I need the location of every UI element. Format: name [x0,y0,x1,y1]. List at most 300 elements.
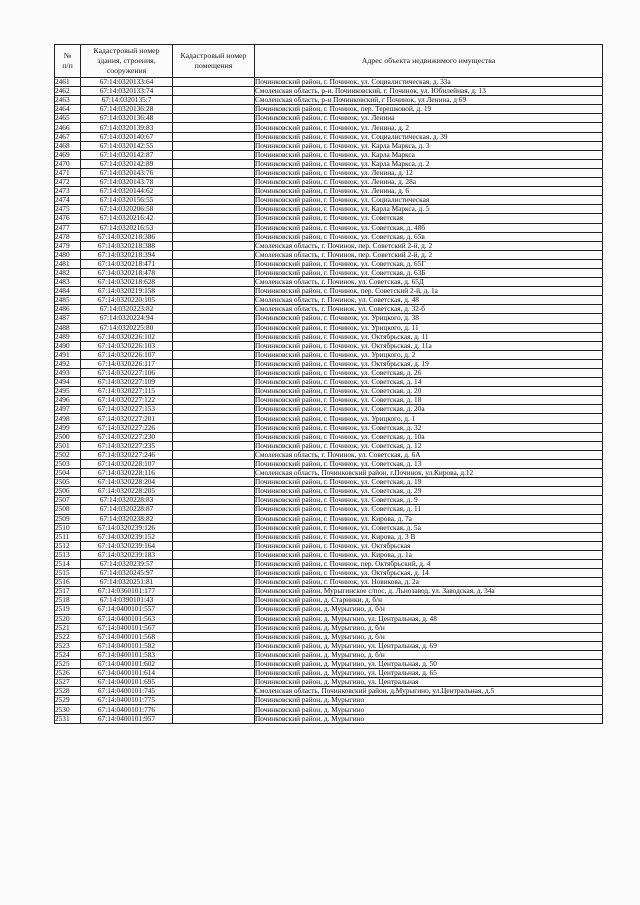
cell-cadastral-building: 67:14:0400101:745 [81,687,173,696]
cell-address: Смоленская область, г. Починок, ул. Советская, д. 32-б [255,305,603,314]
cell-number: 2522 [55,632,81,641]
cell-cadastral-building: 67:14:0320227:106 [81,369,173,378]
cell-address: Починковский район, г. Починок, ул. Ленина, д. 12 [255,168,603,177]
cell-cadastral-building: 67:14:0320220:105 [81,296,173,305]
cell-cadastral-building: 67:14:0320227:246 [81,450,173,459]
cell-cadastral-room [173,268,255,277]
cell-cadastral-room [173,623,255,632]
cell-number: 2486 [55,305,81,314]
cell-address: Смоленская область, г. Починок, пер. Советский 2-й, д. 2 [255,250,603,259]
table-row [55,341,603,350]
table-body [55,78,603,724]
cell-cadastral-room [173,323,255,332]
cell-cadastral-room [173,287,255,296]
cell-address: Починковский район, г. Починок, ул. Советская, д. 9 [255,496,603,505]
cell-address: Починковский район, д. Мурыгино, ул. Центральная, д. 69 [255,641,603,650]
cell-cadastral-building: 67:14:0400101:583 [81,650,173,659]
header-address: Адрес объекта недвижимого имущества [255,45,603,78]
cell-cadastral-building: 67:14:0320218:628 [81,278,173,287]
cell-number: 2481 [55,259,81,268]
cell-address: Починковский район, г. Починок, ул. Советская, д. 65Г [255,259,603,268]
table-row [55,650,603,659]
table-row [55,514,603,523]
cell-cadastral-building: 67:14:0320224:94 [81,314,173,323]
table-row [55,196,603,205]
cell-cadastral-building: 67:14:0320206:58 [81,205,173,214]
cell-number: 2470 [55,159,81,168]
table-row [55,541,603,550]
cell-address: Починковский район, г. Починок, пер. Октябрьский, д. 4 [255,559,603,568]
cell-number: 2490 [55,341,81,350]
cell-number: 2487 [55,314,81,323]
property-register-table [54,44,603,724]
table-row [55,369,603,378]
cell-cadastral-building: 67:14:0400101:582 [81,641,173,650]
cell-address: Починковский район, г. Починок, ул. Урицкого, д. 38 [255,314,603,323]
cell-number: 2473 [55,187,81,196]
cell-number: 2520 [55,614,81,623]
cell-address: Смоленская область, р-н Починковский, г Починок, ул Ленина, д 69 [255,96,603,105]
cell-address: Починковский район, д. Мурыгино [255,714,603,723]
cell-number: 2475 [55,205,81,214]
cell-address: Починковский район, г. Починок, ул. Ленина, д. 2 [255,123,603,132]
cell-address: Починковский район, г. Починок, пер. Советский 2-й, д. 1а [255,287,603,296]
cell-cadastral-building: 67:14:0390101:43 [81,596,173,605]
cell-cadastral-building: 67:14:0320238:82 [81,514,173,523]
cell-cadastral-room [173,650,255,659]
cell-cadastral-room [173,369,255,378]
table-row [55,596,603,605]
cell-cadastral-building: 67:14:0320139:83 [81,123,173,132]
cell-number: 2482 [55,268,81,277]
table-row [55,578,603,587]
cell-cadastral-building: 67:14:0320228:107 [81,459,173,468]
table-row [55,323,603,332]
cell-cadastral-building: 67:14:0320135:7 [81,96,173,105]
cell-cadastral-building: 67:14:0320228:116 [81,469,173,478]
cell-number: 2527 [55,678,81,687]
cell-number: 2464 [55,105,81,114]
cell-address: Смоленская область, Починковский район, д.Мурыгино, ул.Центральная, д.5 [255,687,603,696]
cell-address: Смоленская область, г. Починок, ул. Советская, д. 6А [255,450,603,459]
cell-address: Починковский район, г. Починок, ул. Карла Маркса [255,150,603,159]
cell-address: Починковский район, д. Мурыгино, д. б/н [255,632,603,641]
cell-cadastral-room [173,359,255,368]
cell-address: Починковский район, г. Починок, ул. Кирова, д. 1а [255,550,603,559]
cell-cadastral-room [173,532,255,541]
cell-address: Починковский район, д. Мурыгино, ул. Центральная, д. 65 [255,669,603,678]
cell-number: 2529 [55,696,81,705]
table-row [55,532,603,541]
cell-number: 2472 [55,178,81,187]
cell-cadastral-building: 67:14:0320226:117 [81,359,173,368]
table-row [55,459,603,468]
cell-cadastral-building: 67:14:0320136:48 [81,114,173,123]
cell-cadastral-building: 67:14:0320228:87 [81,505,173,514]
cell-number: 2515 [55,569,81,578]
cell-cadastral-room [173,441,255,450]
cell-number: 2526 [55,669,81,678]
table-row [55,278,603,287]
table-row [55,114,603,123]
cell-cadastral-room [173,632,255,641]
cell-number: 2516 [55,578,81,587]
cell-number: 2504 [55,469,81,478]
cell-address: Починковский район, г. Починок, ул. Карла Маркса, д. 5 [255,205,603,214]
table-row [55,96,603,105]
cell-number: 2530 [55,705,81,714]
cell-address: Починковский район, г. Починок, ул. Советская, д. 65в [255,232,603,241]
cell-address: Починковский район, г. Починок, ул. Октябрьская, д. 11а [255,341,603,350]
cell-cadastral-room [173,141,255,150]
cell-address: Починковский район, д. Старинки, д. б/н [255,596,603,605]
cell-cadastral-building: 67:14:0320227:122 [81,396,173,405]
cell-number: 2488 [55,323,81,332]
table-row [55,205,603,214]
cell-cadastral-building: 67:14:0320133:64 [81,78,173,87]
cell-address: Починковский район, г. Починок, ул. Кирова, д. 7а [255,514,603,523]
table-row [55,569,603,578]
cell-cadastral-building: 67:14:0400101:614 [81,669,173,678]
cell-cadastral-building: 67:14:0320133:74 [81,87,173,96]
cell-number: 2509 [55,514,81,523]
cell-cadastral-room [173,378,255,387]
cell-cadastral-building: 67:14:0320218:388 [81,241,173,250]
cell-cadastral-building: 67:14:0320239:164 [81,541,173,550]
cell-address: Починковский район, д. Мурыгино [255,705,603,714]
cell-number: 2462 [55,87,81,96]
cell-cadastral-building: 67:14:0320218:394 [81,250,173,259]
table-row [55,441,603,450]
cell-number: 2494 [55,378,81,387]
cell-cadastral-room [173,332,255,341]
cell-address: Починковский район, г. Починок, ул. Советская, д. 26 [255,369,603,378]
cell-number: 2531 [55,714,81,723]
cell-number: 2506 [55,487,81,496]
cell-cadastral-building: 67:14:0320226:103 [81,341,173,350]
cell-number: 2517 [55,587,81,596]
cell-cadastral-room [173,205,255,214]
cell-address: Смоленская область, г. Починок, ул. Советская, д. 65Д [255,278,603,287]
table-row [55,587,603,596]
cell-cadastral-building: 67:14:0320142:87 [81,150,173,159]
cell-address: Починковский район, Мурыгинское с/пос, д. Льнозавод, ул. Заводская, д. 34а [255,587,603,596]
cell-address: Починковский район, г. Починок, ул. Советская, д. 10а [255,432,603,441]
table-row [55,159,603,168]
table-row [55,469,603,478]
table-row [55,214,603,223]
cell-cadastral-room [173,423,255,432]
table-row [55,696,603,705]
cell-address: Починковский район, г. Починок, ул. Октябрьская, д. 11 [255,332,603,341]
cell-address: Починковский район, г. Починок, ул. Социалистическая [255,196,603,205]
cell-cadastral-building: 67:14:0320143:78 [81,178,173,187]
cell-cadastral-building: 67:14:0400101:695 [81,678,173,687]
cell-number: 2497 [55,405,81,414]
cell-cadastral-building: 67:14:0320239:152 [81,532,173,541]
cell-cadastral-building: 67:14:0360101:177 [81,587,173,596]
table-row [55,105,603,114]
cell-cadastral-room [173,387,255,396]
cell-address: Починковский район, г. Починок, ул. Советская, д. 19 [255,478,603,487]
cell-cadastral-room [173,578,255,587]
cell-address: Починковский район, г. Починок, пер. Терешковой, д. 19 [255,105,603,114]
cell-number: 2480 [55,250,81,259]
cell-cadastral-room [173,78,255,87]
cell-cadastral-room [173,459,255,468]
cell-cadastral-building: 67:14:0320227:201 [81,414,173,423]
table-header-row [55,45,603,78]
cell-cadastral-building: 67:14:0320226:102 [81,332,173,341]
cell-number: 2496 [55,396,81,405]
table-row [55,559,603,568]
cell-cadastral-building: 67:14:0320228:83 [81,496,173,505]
table-row [55,187,603,196]
cell-number: 2511 [55,532,81,541]
cell-cadastral-room [173,523,255,532]
cell-address: Починковский район, г. Починок, ул. Советская, д. 63Б [255,268,603,277]
cell-cadastral-room [173,614,255,623]
cell-cadastral-room [173,432,255,441]
cell-address: Починковский район, г. Починок, ул. Советская, д. 32 [255,423,603,432]
cell-cadastral-room [173,587,255,596]
cell-cadastral-building: 67:14:0320228:204 [81,478,173,487]
cell-address: Починковский район, г. Починок, ул. Карла Маркса, д. 3 [255,141,603,150]
cell-cadastral-room [173,596,255,605]
cell-number: 2493 [55,369,81,378]
cell-cadastral-building: 67:14:0320144:62 [81,187,173,196]
cell-number: 2469 [55,150,81,159]
cell-cadastral-building: 67:14:0320228:205 [81,487,173,496]
cell-cadastral-building: 67:14:0320225:80 [81,323,173,332]
cell-cadastral-room [173,241,255,250]
cell-cadastral-building: 67:14:0400101:563 [81,614,173,623]
cell-cadastral-building: 67:14:0320156:55 [81,196,173,205]
cell-cadastral-building: 67:14:0400101:602 [81,660,173,669]
table-row [55,705,603,714]
cell-cadastral-room [173,178,255,187]
cell-cadastral-room [173,114,255,123]
table-row [55,450,603,459]
cell-cadastral-room [173,450,255,459]
cell-cadastral-room [173,87,255,96]
table-row [55,505,603,514]
cell-address: Починковский район, г. Починок, ул. Советская, д. 5а [255,523,603,532]
table-row [55,223,603,232]
cell-number: 2489 [55,332,81,341]
table-row [55,178,603,187]
cell-cadastral-room [173,396,255,405]
cell-cadastral-building: 67:14:0320136:28 [81,105,173,114]
cell-address: Смоленская область, р-н. Починковский, г. Починок, ул. Юбилейная, д. 13 [255,87,603,96]
cell-number: 2507 [55,496,81,505]
cell-cadastral-room [173,314,255,323]
cell-number: 2463 [55,96,81,105]
header-cadastral-room: Кадастровый номер помещения [173,45,255,78]
table-row [55,332,603,341]
cell-number: 2519 [55,605,81,614]
cell-address: Починковский район, г. Починок, ул. Советская, д. 18 [255,396,603,405]
cell-cadastral-building: 67:14:0320227:109 [81,378,173,387]
cell-cadastral-building: 67:14:0320143:76 [81,168,173,177]
cell-address: Починковский район, д. Мурыгино, ул. Центральная, д. 48 [255,614,603,623]
cell-address: Починковский район, г. Починок, ул. Ленина, д. 28а [255,178,603,187]
table-row [55,268,603,277]
table-row [55,168,603,177]
cell-number: 2524 [55,650,81,659]
table-row [55,714,603,723]
cell-cadastral-building: 67:14:0400101:957 [81,714,173,723]
cell-cadastral-building: 67:14:0320218:386 [81,232,173,241]
cell-address: Починковский район, г. Починок, ул. Октябрьская [255,541,603,550]
cell-address: Починковский район, д. Мурыгино, ул. Центральная [255,678,603,687]
cell-number: 2478 [55,232,81,241]
cell-number: 2502 [55,450,81,459]
cell-address: Починковский район, г. Починок, ул. Советская, д. 20 [255,387,603,396]
cell-cadastral-room [173,341,255,350]
cell-number: 2528 [55,687,81,696]
table-row [55,423,603,432]
table-row [55,359,603,368]
cell-cadastral-building: 67:14:0320245:97 [81,569,173,578]
cell-number: 2476 [55,214,81,223]
table-row [55,641,603,650]
cell-number: 2503 [55,459,81,468]
cell-cadastral-building: 67:14:0320219:158 [81,287,173,296]
cell-address: Починковский район, д. Мурыгино, ул. Центральная, д. 50 [255,660,603,669]
cell-cadastral-room [173,150,255,159]
cell-cadastral-building: 67:14:0400101:568 [81,632,173,641]
cell-cadastral-room [173,214,255,223]
table-row [55,305,603,314]
cell-number: 2500 [55,432,81,441]
table-row [55,250,603,259]
cell-cadastral-room [173,705,255,714]
cell-number: 2525 [55,660,81,669]
cell-cadastral-room [173,305,255,314]
cell-cadastral-building: 67:14:0320239:57 [81,559,173,568]
cell-cadastral-room [173,469,255,478]
cell-number: 2521 [55,623,81,632]
cell-number: 2474 [55,196,81,205]
table-row [55,132,603,141]
header-cadastral-building: Кадастровый номер здания, строения, сооружения [81,45,173,78]
cell-cadastral-building: 67:14:0320227:153 [81,405,173,414]
table-row [55,669,603,678]
cell-number: 2495 [55,387,81,396]
cell-address: Починковский район, г. Починок, ул. Советская, д. 12 [255,441,603,450]
cell-number: 2466 [55,123,81,132]
cell-address: Смоленская область, г. Починок, ул. Советская, д. 48 [255,296,603,305]
cell-cadastral-building: 67:14:0320227:226 [81,423,173,432]
cell-cadastral-building: 67:14:0320226:107 [81,350,173,359]
cell-number: 2468 [55,141,81,150]
cell-cadastral-room [173,496,255,505]
cell-address: Починковский район, д. Мурыгино [255,696,603,705]
cell-address: Починковский район, г. Починок, ул. Советская, д. 29 [255,487,603,496]
cell-address: Починковский район, г. Починок, ул. Советская, д. 14 [255,378,603,387]
cell-cadastral-room [173,259,255,268]
cell-cadastral-building: 67:14:0320227:235 [81,441,173,450]
cell-cadastral-building: 67:14:0320239:126 [81,523,173,532]
cell-cadastral-building: 67:14:0400101:567 [81,623,173,632]
table-row [55,87,603,96]
cell-number: 2512 [55,541,81,550]
cell-cadastral-building: 67:14:0320216:53 [81,223,173,232]
table-row [55,414,603,423]
cell-cadastral-building: 67:14:0320218:478 [81,268,173,277]
cell-number: 2491 [55,350,81,359]
cell-number: 2467 [55,132,81,141]
cell-number: 2523 [55,641,81,650]
table-row [55,405,603,414]
cell-address: Смоленская область, Починковский район, г.Починок, ул.Кирова, д.12 [255,469,603,478]
cell-cadastral-building: 67:14:0400101:776 [81,705,173,714]
cell-address: Починковский район, д. Мурыгино, д. б/н [255,650,603,659]
cell-cadastral-building: 67:14:0400101:557 [81,605,173,614]
cell-number: 2484 [55,287,81,296]
cell-cadastral-building: 67:14:0320227:115 [81,387,173,396]
cell-cadastral-room [173,550,255,559]
table-row [55,296,603,305]
table-row [55,259,603,268]
cell-address: Починковский район, д. Мурыгино, д. б/н [255,605,603,614]
cell-cadastral-room [173,569,255,578]
cell-cadastral-room [173,187,255,196]
cell-cadastral-room [173,714,255,723]
cell-address: Починковский район, г. Починок, ул. Социалистическая, д. 33а [255,78,603,87]
cell-cadastral-building: 67:14:0320142:55 [81,141,173,150]
table-row [55,432,603,441]
cell-address: Починковский район, г. Починок, ул. Советская [255,214,603,223]
table-row [55,550,603,559]
table-row [55,387,603,396]
cell-number: 2499 [55,423,81,432]
cell-cadastral-building: 67:14:0320140:67 [81,132,173,141]
table-row [55,232,603,241]
table-row [55,396,603,405]
cell-cadastral-building: 67:14:0400101:775 [81,696,173,705]
table-row [55,150,603,159]
cell-address: Починковский район, г. Починок, ул. Советская, д. 48б [255,223,603,232]
cell-cadastral-room [173,278,255,287]
cell-cadastral-room [173,487,255,496]
cell-cadastral-room [173,559,255,568]
table-row [55,523,603,532]
cell-cadastral-room [173,250,255,259]
table-row [55,623,603,632]
cell-number: 2510 [55,523,81,532]
table-row [55,632,603,641]
cell-cadastral-room [173,678,255,687]
cell-number: 2508 [55,505,81,514]
table-row [55,614,603,623]
table-row [55,496,603,505]
cell-cadastral-building: 67:14:0320239:183 [81,550,173,559]
cell-address: Починковский район, г. Починок, ул. Октябрьская, д. 19 [255,359,603,368]
cell-number: 2479 [55,241,81,250]
cell-cadastral-room [173,350,255,359]
cell-address: Починковский район, г. Починок, ул. Урицкого, д. 2 [255,350,603,359]
table-row [55,605,603,614]
cell-cadastral-room [173,641,255,650]
cell-address: Починковский район, г. Починок, ул. Урицкого, д. 1 [255,414,603,423]
table-row [55,478,603,487]
table-row [55,287,603,296]
cell-number: 2483 [55,278,81,287]
cell-number: 2485 [55,296,81,305]
cell-address: Починковский район, г. Починок, ул. Карла Маркса, д. 2 [255,159,603,168]
